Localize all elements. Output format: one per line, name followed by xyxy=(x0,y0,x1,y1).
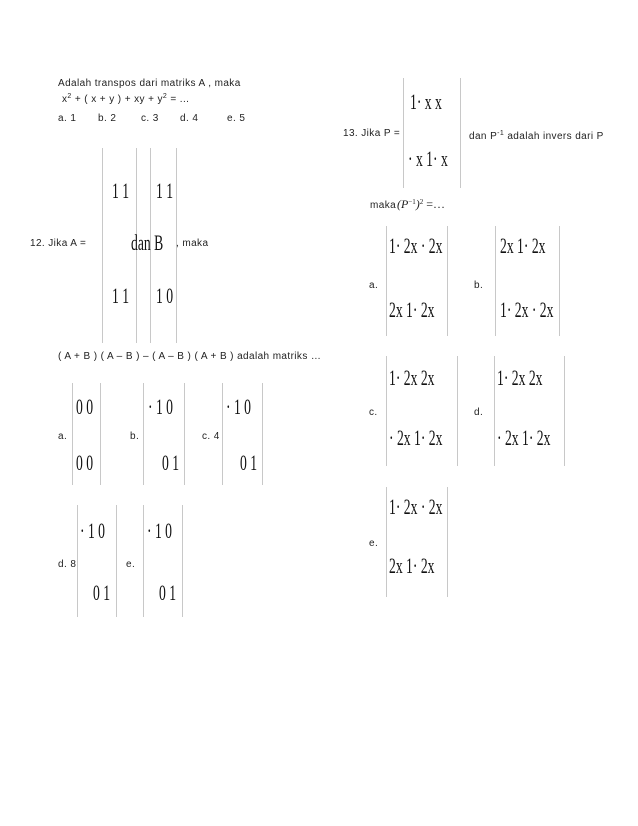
q13-option-a-label[interactable]: a. xyxy=(369,280,379,291)
q12-option-e-label[interactable]: e. xyxy=(126,559,136,570)
matrix-bracket-left xyxy=(495,226,496,336)
q13-expression: $(P^{-1})^2$ =… xyxy=(397,197,446,211)
matrix-bracket-right xyxy=(447,487,448,597)
matrix-bracket-right xyxy=(447,226,448,336)
matrix-bracket-left xyxy=(77,505,78,617)
q11-option-d[interactable]: d. 4 xyxy=(180,113,199,124)
q12-option-c-label[interactable]: c. 4 xyxy=(202,431,220,442)
q12-option-d-label[interactable]: d. 8 xyxy=(58,559,77,570)
q13-option-a-row2: 2x 1· 2x xyxy=(389,297,435,322)
q12-option-c-row1: · 1 0 xyxy=(226,394,252,419)
q12-expression: ( A + B ) ( A – B ) – ( A – B ) ( A + B ) adalah matriks … xyxy=(58,351,322,362)
q11-option-c[interactable]: c. 3 xyxy=(141,113,159,124)
q12-option-d-row2: 0 1 xyxy=(93,580,111,605)
q13-inverse-text: dan $P^{-1}$ adalah invers dari P xyxy=(469,130,604,142)
q13-option-e-row1: 1· 2x · 2x xyxy=(389,494,443,519)
q13-option-b-label[interactable]: b. xyxy=(474,280,484,291)
matrix-bracket-right xyxy=(457,356,458,466)
q11-option-a[interactable]: a. 1 xyxy=(58,113,77,124)
matrix-bracket-right xyxy=(182,505,183,617)
q12-matrix-a-row1: 1 1 xyxy=(112,178,130,203)
q11-option-b[interactable]: b. 2 xyxy=(98,113,117,124)
q13-option-c-row1: 1· 2x 2x xyxy=(389,365,435,390)
q13-option-c-row2: · 2x 1· 2x xyxy=(389,425,443,450)
q12-option-a-label[interactable]: a. xyxy=(58,431,68,442)
q12-option-a-row1: 0 0 xyxy=(76,394,94,419)
q13-option-b-row1: 2x 1· 2x xyxy=(500,233,546,258)
q13-option-e-label[interactable]: e. xyxy=(369,538,379,549)
q12-matrix-b-row1: 1 1 xyxy=(156,178,174,203)
matrix-bracket-right xyxy=(564,356,565,466)
q13-matrix-p-row1: 1· x x xyxy=(410,89,442,114)
matrix-bracket-left xyxy=(403,78,404,188)
q12-suffix: , maka xyxy=(176,238,209,249)
q11-intro: Adalah transpos dari matriks A , maka xyxy=(58,78,241,89)
q12-matrix-a-row2: 1 1 xyxy=(112,283,130,308)
q12-option-c-row2: 0 1 xyxy=(240,450,258,475)
q12-option-b-label[interactable]: b. xyxy=(130,431,140,442)
q13-option-c-label[interactable]: c. xyxy=(369,407,378,418)
q12-option-e-row2: 0 1 xyxy=(159,580,177,605)
q12-option-a-row2: 0 0 xyxy=(76,450,94,475)
q13-option-d-label[interactable]: d. xyxy=(474,407,484,418)
q11-option-e[interactable]: e. 5 xyxy=(227,113,246,124)
q12-option-d-row1: · 1 0 xyxy=(80,518,106,543)
matrix-bracket-left xyxy=(72,383,73,485)
q13-option-a-row1: 1· 2x · 2x xyxy=(389,233,443,258)
matrix-bracket-right xyxy=(184,383,185,485)
matrix-bracket-left xyxy=(386,487,387,597)
matrix-bracket-left xyxy=(494,356,495,466)
matrix-bracket-left xyxy=(386,356,387,466)
q12-option-b-row2: 0 1 xyxy=(162,450,180,475)
q13-matrix-p-row2: · x 1· x xyxy=(408,146,448,171)
q11-equation: $x^2$ + ( x + y ) + xy + $y^2$ = ... xyxy=(62,93,190,105)
matrix-bracket-right xyxy=(116,505,117,617)
matrix-bracket-left xyxy=(102,148,103,343)
matrix-bracket-right xyxy=(262,383,263,485)
q12-option-b-row1: · 1 0 xyxy=(148,394,174,419)
matrix-bracket-left xyxy=(222,383,223,485)
matrix-bracket-left xyxy=(143,383,144,485)
q13-option-b-row2: 1· 2x · 2x xyxy=(500,297,554,322)
q12-question: 12. Jika A = xyxy=(30,238,87,249)
q12-matrix-connector: dan B xyxy=(131,230,164,255)
q13-option-d-row1: 1· 2x 2x xyxy=(497,365,543,390)
q12-option-e-row1: · 1 0 xyxy=(147,518,173,543)
matrix-bracket-left xyxy=(143,505,144,617)
q13-question: 13. Jika P = xyxy=(343,128,401,139)
q13-option-e-row2: 2x 1· 2x xyxy=(389,553,435,578)
matrix-bracket-right xyxy=(460,78,461,188)
q13-option-d-row2: · 2x 1· 2x xyxy=(497,425,551,450)
matrix-bracket-left xyxy=(386,226,387,336)
matrix-bracket-right xyxy=(559,226,560,336)
matrix-bracket-right xyxy=(100,383,101,485)
q13-maka: maka xyxy=(370,200,397,211)
q12-matrix-b-row2: 1 0 xyxy=(156,283,174,308)
